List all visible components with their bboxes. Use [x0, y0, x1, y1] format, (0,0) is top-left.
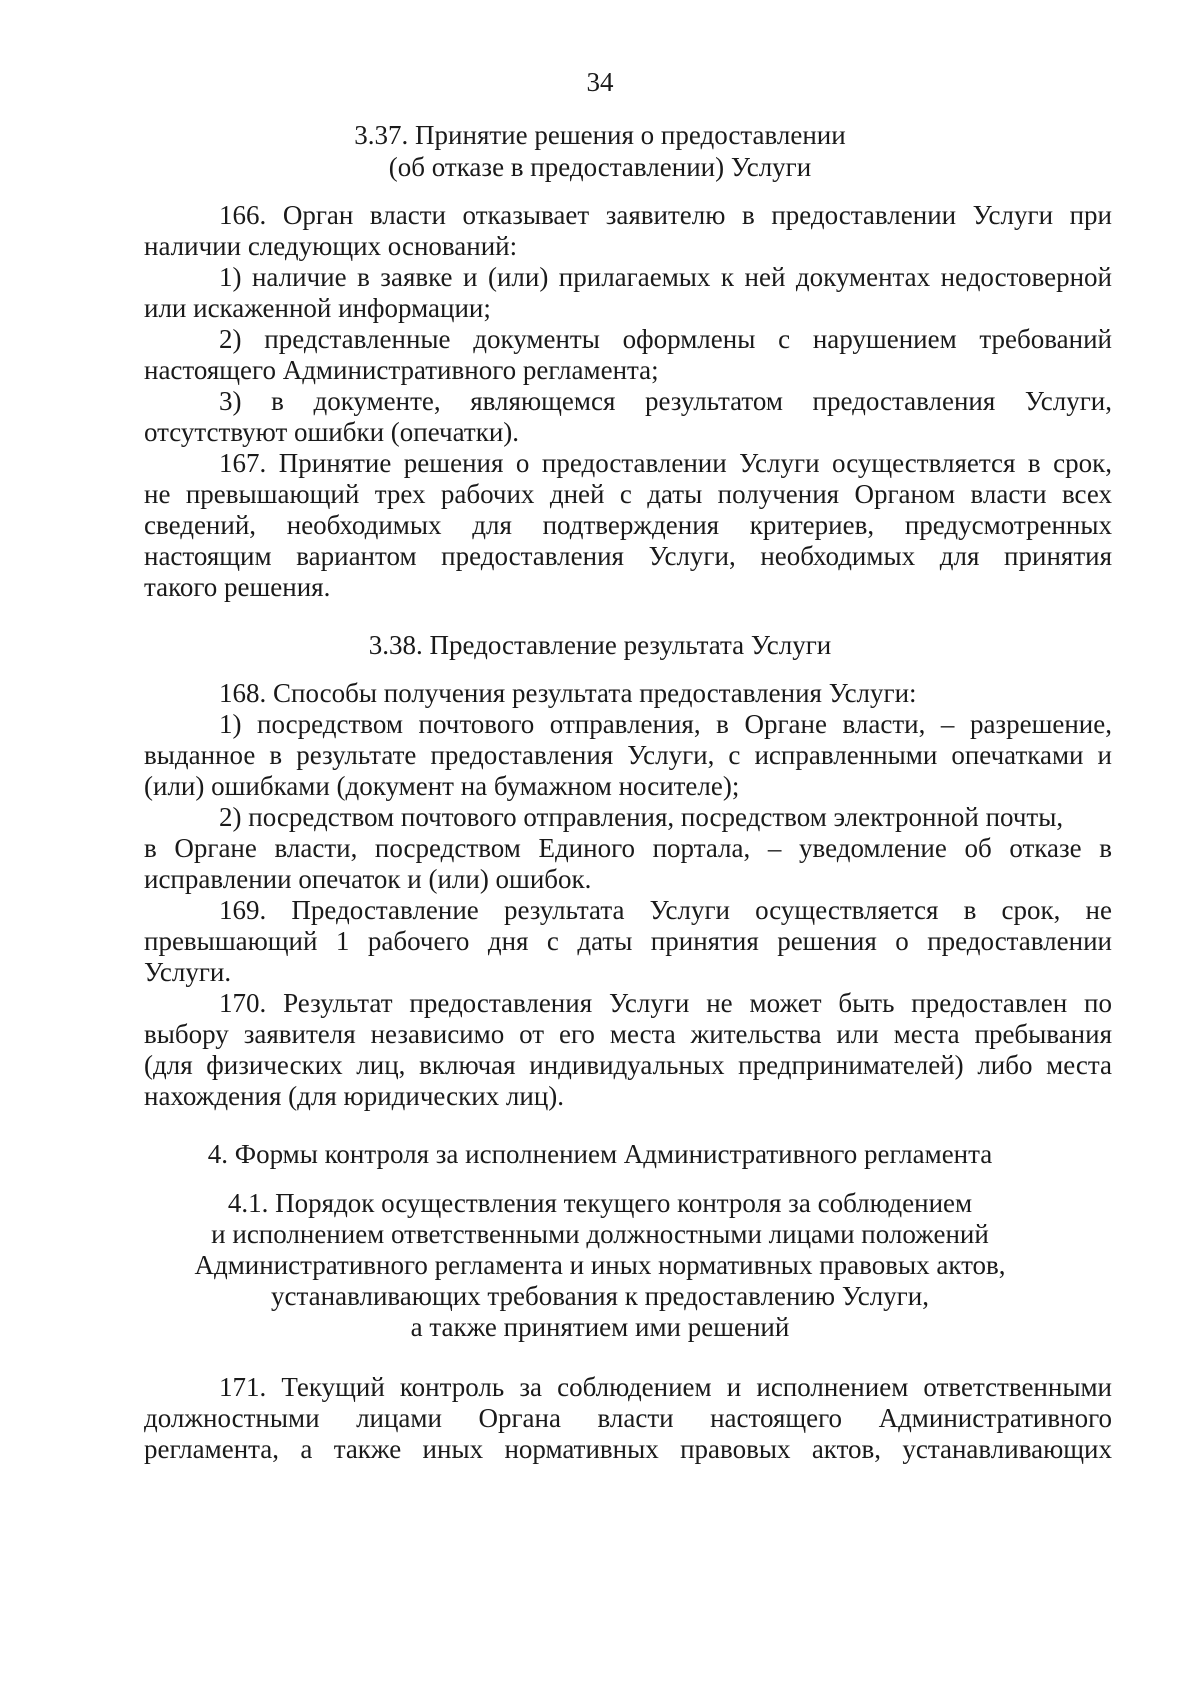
section-4-1-title-line: устанавливающих требования к предоставлению Услуги,	[271, 1281, 929, 1311]
paragraph-169-line: 169. Предоставление результата Услуги осуществляется в срок, не	[219, 895, 1112, 925]
section-4-1-title-line: и исполнением ответственными должностными лицами положений	[211, 1219, 989, 1249]
list-item-166-3-cont: отсутствуют ошибки (опечатки).	[144, 417, 520, 447]
paragraph-170-line: (для физических лиц, включая индивидуальных предпринимателей) либо места	[144, 1050, 1112, 1080]
section-3-37-title-line-1: 3.37. Принятие решения о предоставлении	[354, 120, 846, 150]
list-item-168-1-cont: (или) ошибками (документ на бумажном носителе);	[144, 771, 740, 801]
list-item-168-2-cont: в Органе власти, посредством Единого портала, – уведомление об отказе в	[144, 833, 1112, 863]
list-item-166-2-cont: настоящего Административного регламента;	[144, 355, 659, 385]
paragraph-171-line: 171. Текущий контроль за соблюдением и исполнением ответственными	[219, 1372, 1112, 1402]
list-item-168-2: 2) посредством почтового отправления, посредством электронной почты,	[219, 802, 1064, 832]
section-4-1-title-line: 4.1. Порядок осуществления текущего контроля за соблюдением	[227, 1188, 973, 1218]
section-4-1-title-line: Административного регламента и иных нормативных правовых актов,	[194, 1250, 1006, 1280]
paragraph-170-line: 170. Результат предоставления Услуги не может быть предоставлен по	[219, 988, 1112, 1018]
paragraph-167-line: не превышающий трех рабочих дней с даты получения Органом власти всех	[144, 479, 1112, 509]
section-4-1-title-line: а также принятием ими решений	[410, 1312, 790, 1342]
paragraph-167-line: такого решения.	[144, 572, 331, 602]
list-item-168-1: 1) посредством почтового отправления, в Органе власти, – разрешение,	[219, 709, 1112, 739]
list-item-166-1: 1) наличие в заявке и (или) прилагаемых к ней документах недостоверной	[219, 262, 1112, 292]
paragraph-166-line: 166. Орган власти отказывает заявителю в предоставлении Услуги при	[219, 200, 1112, 230]
paragraph-167-line: 167. Принятие решения о предоставлении Услуги осуществляется в срок,	[219, 448, 1112, 478]
page-number: 34	[586, 67, 614, 97]
paragraph-171-line: должностными лицами Органа власти настоящего Административного	[144, 1403, 1112, 1433]
list-item-168-2-cont: исправлении опечаток и (или) ошибок.	[144, 864, 592, 894]
paragraph-170-line: выбору заявителя независимо от его места жительства или места пребывания	[144, 1019, 1112, 1049]
list-item-166-3: 3) в документе, являющемся результатом предоставления Услуги,	[219, 386, 1112, 416]
section-4-title: 4. Формы контроля за исполнением Административного регламента	[207, 1139, 993, 1169]
paragraph-169-line: Услуги.	[144, 957, 232, 987]
paragraph-171-line: регламента, а также иных нормативных правовых актов, устанавливающих	[144, 1434, 1112, 1464]
section-3-37-title-line-2: (об отказе в предоставлении) Услуги	[388, 152, 812, 182]
list-item-166-1-cont: или искаженной информации;	[144, 293, 491, 323]
paragraph-170-line: нахождения (для юридических лиц).	[144, 1081, 565, 1111]
section-3-38-title: 3.38. Предоставление результата Услуги	[368, 630, 832, 660]
paragraph-167-line: настоящим вариантом предоставления Услуги, необходимых для принятия	[144, 541, 1112, 571]
paragraph-167-line: сведений, необходимых для подтверждения критериев, предусмотренных	[144, 510, 1112, 540]
paragraph-168-line: 168. Способы получения результата предоставления Услуги:	[219, 678, 917, 708]
list-item-166-2: 2) представленные документы оформлены с нарушением требований	[219, 324, 1112, 354]
paragraph-166-line: наличии следующих оснований:	[144, 231, 518, 261]
list-item-168-1-cont: выданное в результате предоставления Услуги, с исправленными опечатками и	[144, 740, 1112, 770]
paragraph-169-line: превышающий 1 рабочего дня с даты принятия решения о предоставлении	[144, 926, 1112, 956]
